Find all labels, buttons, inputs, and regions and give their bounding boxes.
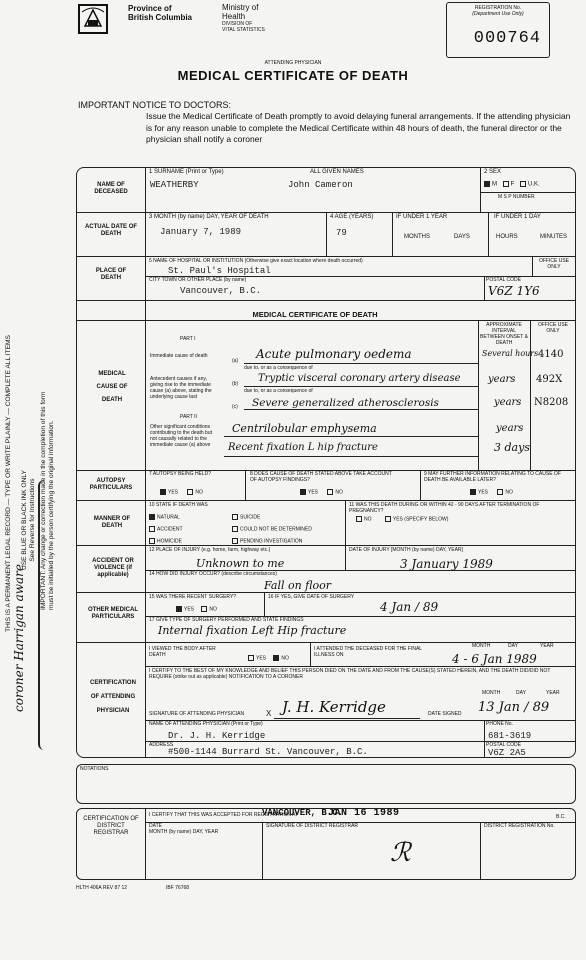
viewed-label: I VIEWED THE BODY AFTER DEATH: [149, 646, 216, 658]
autopsy-account-no[interactable]: [327, 489, 333, 495]
physician-postal-value[interactable]: V6Z 2A5: [488, 748, 526, 758]
signed-year: YEAR: [546, 690, 560, 696]
certify-text: I CERTIFY TO THE BEST OF MY KNOWLEDGE AND BELIEF THIS PERSON DIED ON THE DATE AND FROM THE CAUSE(S) STATED HEREIN, AND THE DEATH DID/DID NOT REQUIRE (strike out as applicable) NOTIFICATION TO A CORONER: [149, 668, 551, 680]
autopsy-account-options[interactable]: YES NO: [300, 489, 343, 495]
interval-o2[interactable]: 3 days: [494, 441, 530, 454]
under-day-label: IF UNDER 1 DAY: [494, 214, 541, 220]
date-of-death-value[interactable]: January 7, 1989: [160, 227, 242, 237]
city-label: CITY TOWN OR OTHER PLACE (by name): [149, 277, 247, 283]
code-c[interactable]: N8208: [534, 397, 569, 408]
due-to-2: due to, or as a consequence of: [244, 388, 313, 394]
pending-checkbox[interactable]: [232, 538, 238, 544]
registrar-bc: B.C.: [556, 814, 566, 820]
manner-label: 10 STATE IF DEATH WAS: [149, 502, 208, 508]
reg-sublabel: (Department Use Only): [472, 11, 524, 17]
days-label: DAYS: [454, 234, 470, 240]
undetermined-checkbox[interactable]: [232, 526, 238, 532]
ministry-name: Ministry of Health DIVISION OF VITAL STATISTICS: [222, 3, 265, 33]
manner-homicide[interactable]: HOMICIDE: [149, 538, 182, 544]
reg-number: 000764: [473, 29, 541, 48]
given-names-value[interactable]: John Cameron: [288, 180, 353, 190]
postal-value[interactable]: V6Z 1Y6: [488, 284, 540, 298]
pregnancy-label: 11 WAS THIS DEATH DURING OR WITHIN 42 - 90 DAYS AFTER TERMINATION OF PREGNANCY?: [349, 502, 540, 514]
signed-day: DAY: [516, 690, 526, 696]
accident-section-label: ACCIDENT OR VIOLENCE (if applicable): [92, 558, 134, 578]
suicide-checkbox[interactable]: [232, 514, 238, 520]
interval-a[interactable]: Several hours: [482, 349, 539, 358]
surgery-options[interactable]: YES NO: [176, 606, 217, 612]
surgery-date-label: 16 IF YES, GIVE DATE OF SURGERY: [268, 594, 355, 600]
injury-how-label: 14 HOW DID INJURY OCCUR? (describe circumstances): [149, 571, 277, 577]
physician-postal-label: POSTAL CODE: [486, 742, 522, 748]
sex-f-checkbox[interactable]: [503, 181, 509, 187]
notice-body: Issue the Medical Certificate of Death promptly to avoid delaying funeral arrangements. If the attending physician is for any reason unable to complete the Medical Certificate within 48 hours of death, the funeral director or the physician shall notify a coroner: [146, 111, 571, 144]
sex-options[interactable]: M F U.K.: [484, 181, 540, 189]
notice-heading: IMPORTANT NOTICE TO DOCTORS:: [78, 100, 232, 110]
place-section-label: PLACE OF DEATH: [95, 268, 127, 281]
margin-bracket: [38, 480, 48, 750]
part1-label: PART I: [180, 336, 196, 342]
page-title: MEDICAL CERTIFICATE OF DEATH: [177, 68, 409, 83]
signature-label: SIGNATURE OF ATTENDING PHYSICIAN: [149, 711, 245, 717]
print-code: IBF 76768: [166, 885, 190, 891]
attended-label: I ATTENDED THE DECEASED FOR THE FINAL ILLNESS ON: [314, 646, 422, 658]
province-name: Province of British Columbia: [128, 4, 193, 22]
under-year-label: IF UNDER 1 YEAR: [396, 214, 448, 220]
date-signed-value[interactable]: 13 Jan / 89: [478, 700, 550, 715]
city-value[interactable]: Vancouver, B.C.: [180, 286, 262, 296]
antecedent-label: Antecedent causes if any, giving rise to the immediate cause (a) above, stating the underlying cause last: [150, 376, 212, 400]
surname-value[interactable]: WEATHERBY: [150, 180, 199, 190]
autopsy-further-yes[interactable]: [470, 489, 476, 495]
given-names-label: ALL GIVEN NAMES: [310, 169, 364, 175]
injury-place-value[interactable]: Unknown to me: [196, 557, 285, 570]
due-to-1: due to, or as a consequence of: [244, 365, 313, 371]
interval-b[interactable]: years: [488, 374, 516, 385]
autopsy-held-label: 7 AUTOPSY BEING HELD?: [149, 471, 212, 477]
registrar-sig-label: SIGNATURE OF DISTRICT REGISTRAR: [266, 823, 359, 829]
cause-a-marker: (a): [232, 358, 239, 364]
address-label: ADDRESS: [149, 742, 174, 748]
office-use-label: OFFICE USE ONLY: [538, 258, 569, 270]
attended-month: MONTH: [472, 643, 491, 649]
surgery-label: 15 WAS THERE RECENT SURGERY?: [149, 594, 237, 600]
immediate-cause-label: Immediate cause of death: [150, 353, 208, 359]
cause-b-value[interactable]: Tryptic visceral coronary artery disease: [258, 373, 461, 384]
signature-x: X: [266, 709, 272, 718]
registrar-date-label: DATE: [149, 823, 162, 829]
hours-label: HOURS: [496, 234, 518, 240]
other-sig-label: Other significant conditions contributing to the death but not causally related to the immediate cause (a) above: [150, 424, 212, 448]
surname-label: 1 SURNAME (Print or Type): [149, 169, 224, 175]
autopsy-further-options[interactable]: YES NO: [470, 489, 513, 495]
manner-accident[interactable]: ACCIDENT: [149, 526, 183, 532]
other-2-value[interactable]: Recent fixation L hip fracture: [228, 442, 378, 453]
notations-box: [76, 764, 576, 804]
other-1-value[interactable]: Centrilobular emphysema: [232, 422, 377, 435]
viewed-yes[interactable]: [248, 655, 254, 661]
attended-year: YEAR: [540, 643, 554, 649]
manner-undetermined[interactable]: COULD NOT BE DETERMINED: [232, 526, 312, 532]
injury-date-value[interactable]: 3 January 1989: [400, 557, 493, 571]
side-legal-text: THIS IS A PERMANENT LEGAL RECORD — TYPE OR WRITE PLAINLY — COMPLETE ALL ITEMS: [5, 335, 12, 632]
accident-checkbox[interactable]: [149, 526, 155, 532]
attended-date-value[interactable]: 4 - 6 Jan 1989: [452, 652, 537, 666]
autopsy-held-options[interactable]: YES NO: [160, 489, 203, 495]
registrar-certify: I CERTIFY THAT THIS WAS ACCEPTED FOR REGISTRATION AT: [149, 812, 299, 818]
physician-signature[interactable]: J. H. Kerridge: [282, 698, 386, 716]
manner-section-label: MANNER OF DEATH: [93, 516, 131, 529]
minutes-label: MINUTES: [540, 234, 567, 240]
physician-name-value[interactable]: Dr. J. H. Kerridge: [168, 731, 266, 741]
part2-label: PART II: [180, 414, 197, 420]
surgery-type-value[interactable]: Internal fixation Left Hip fracture: [158, 624, 347, 637]
notations-label: NOTATIONS: [80, 766, 109, 772]
autopsy-account-label: 8 DOES CAUSE OF DEATH STATED ABOVE TAKE ACCOUNT OF AUTOPSY FINDINGS?: [250, 471, 392, 483]
registrar-signature[interactable]: ℛ: [390, 838, 411, 868]
homicide-checkbox[interactable]: [149, 538, 155, 544]
postal-label: POSTAL CODE: [486, 277, 522, 283]
pregnancy-options[interactable]: NO YES (SPECIFY BELOW): [356, 516, 448, 522]
hospital-value[interactable]: St. Paul's Hospital: [168, 266, 271, 276]
surgery-no[interactable]: [201, 606, 207, 612]
code-b[interactable]: 492X: [536, 374, 563, 385]
registration-box: [446, 2, 550, 58]
msp-label: M S P NUMBER: [498, 194, 535, 200]
manner-natural[interactable]: NATURAL: [149, 514, 180, 520]
pregnancy-yes[interactable]: [385, 516, 391, 522]
viewed-no[interactable]: [273, 655, 279, 661]
autopsy-further-label: 9 MAY FURTHER INFORMATION RELATING TO CAUSE OF DEATH BE AVAILABLE LATER?: [424, 471, 561, 483]
injury-how-value[interactable]: Fall on floor: [264, 579, 332, 592]
physician-name-label: NAME OF ATTENDING PHYSICIAN (Print or Type): [149, 721, 263, 727]
age-label: 4 AGE (YEARS): [330, 214, 374, 220]
phone-value[interactable]: 681-3619: [488, 731, 532, 741]
cause-c-value[interactable]: Severe generalized atherosclerosis: [252, 397, 439, 409]
med-cert-heading: MEDICAL CERTIFICATE OF DEATH: [252, 310, 378, 319]
surgery-date-value[interactable]: 4 Jan / 89: [380, 600, 439, 614]
cause-a-value[interactable]: Acute pulmonary oedema: [256, 347, 412, 361]
sex-uk-checkbox[interactable]: [520, 181, 526, 187]
pregnancy-no[interactable]: [356, 516, 362, 522]
margin-handwritten-note: coroner Harrigan aware: [12, 563, 26, 712]
registrar-box: [76, 808, 576, 880]
bc-crest-logo: [76, 2, 110, 36]
phone-label: PHONE No.: [486, 721, 513, 727]
date-section-label: ACTUAL DATE OF DEATH: [84, 224, 138, 237]
cause-b-marker: (b): [232, 381, 239, 387]
registrar-dist-label: DISTRICT REGISTRATION No.: [484, 823, 555, 829]
sex-label: 2 SEX: [484, 169, 502, 175]
reg-label: REGISTRATION No.: [474, 5, 522, 11]
certification-section-label: CERTIFICATION OF ATTENDING PHYSICIAN: [90, 680, 136, 714]
autopsy-account-yes[interactable]: [300, 489, 306, 495]
side-ink-text: USE BLUE OR BLACK INK ONLY See Reverse for Instructions: [21, 470, 36, 570]
code-a[interactable]: 4140: [538, 349, 564, 360]
other-med-section-label: OTHER MEDICAL PARTICULARS: [88, 607, 138, 620]
interval-o1[interactable]: years: [496, 423, 524, 434]
title-pre: ATTENDING PHYSICIAN: [264, 60, 322, 66]
natural-checkbox[interactable]: [149, 514, 155, 520]
injury-date-label: DATE OF INJURY [MONTH (by name) DAY, YEAR]: [349, 547, 463, 553]
months-label: MONTHS: [404, 234, 430, 240]
registrar-date-sub: MONTH (by name) DAY, YEAR: [149, 829, 219, 835]
autopsy-held-no[interactable]: [187, 489, 193, 495]
medical-cause-label: MEDICAL CAUSE OF DEATH: [96, 371, 128, 403]
autopsy-held-yes[interactable]: [160, 489, 166, 495]
side-important-text: IMPORTANT: Any change or correction made in the completion of this form must be initialled by the person certifying the original information.: [40, 391, 55, 610]
office-use-cause-label: OFFICE USE ONLY: [537, 322, 568, 334]
hospital-label: 5 NAME OF HOSPITAL OR INSTITUTION (Otherwise give exact location where death occurred): [149, 258, 363, 264]
injury-place-label: 12 PLACE OF INJURY (e.g. home, farm, highway etc.): [149, 547, 271, 553]
interval-c[interactable]: years: [494, 397, 522, 408]
manner-suicide[interactable]: SUICIDE: [232, 514, 260, 520]
registrar-stamp-place: VANCOUVER, B.C.: [262, 808, 344, 818]
registrar-stamp-date: JAN 16 1989: [328, 808, 400, 819]
date-signed-label: DATE SIGNED: [428, 711, 462, 717]
surgery-yes[interactable]: [176, 606, 182, 612]
autopsy-further-no[interactable]: [497, 489, 503, 495]
form-code: HLTH 406A REV 87 12: [76, 885, 128, 891]
address-value[interactable]: #500-1144 Burrard St. Vancouver, B.C.: [168, 747, 368, 757]
surgery-type-label: 17 GIVE TYPE OF SURGERY PERFORMED AND STATE FINDINGS: [149, 617, 304, 623]
autopsy-section-label: AUTOPSY PARTICULARS: [89, 478, 133, 491]
registrar-section-label: CERTIFICATION OF DISTRICT REGISTRAR: [83, 816, 139, 836]
attended-day: DAY: [508, 643, 518, 649]
signed-month: MONTH: [482, 690, 501, 696]
viewed-options[interactable]: YES NO: [248, 655, 289, 661]
age-value[interactable]: 79: [336, 228, 347, 238]
date-label: 3 MONTH (by name) DAY, YEAR OF DEATH: [149, 214, 269, 220]
cause-c-marker: (c): [232, 404, 238, 410]
manner-pending[interactable]: PENDING INVESTIGATION: [232, 538, 302, 544]
name-section-label: NAME OF DECEASED: [94, 182, 128, 195]
interval-label: APPROXIMATE INTERVAL BETWEEN ONSET & DEATH: [480, 322, 528, 346]
sex-m-checkbox[interactable]: [484, 181, 490, 187]
